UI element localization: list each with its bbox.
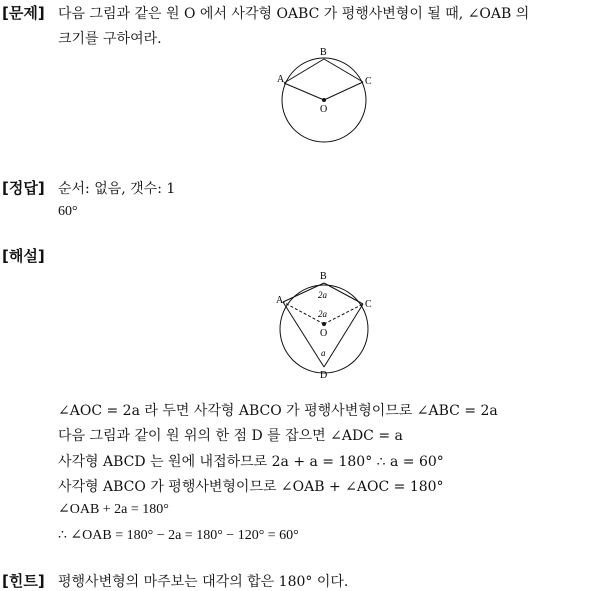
point-b-label: B [320, 271, 327, 282]
hint-text: 평행사변형의 마주보는 대각의 합은 180° 이다. [58, 574, 349, 590]
problem-text-line-1: 다음 그림과 같은 원 O 에서 사각형 OABC 가 평행사변형이 될 때, ∠OAB 의 [58, 6, 530, 22]
solution-line-3: 사각형 ABCD 는 원에 내접하므로 2a + a = 180° ∴ a = 60° [58, 454, 444, 470]
angle-d-label: a [321, 348, 326, 358]
answer-text-line-1: 순서: 없음, 갯수: 1 [58, 181, 176, 197]
problem-label: [문제] [2, 4, 45, 22]
point-o-label: O [320, 328, 328, 339]
point-c-label: C [365, 299, 372, 310]
point-a-label: A [276, 295, 284, 306]
solution-line-5: ∠OAB + 2a = 180° [58, 502, 169, 517]
solution-line-1: ∠AOC = 2a 라 두면 사각형 ABCO 가 평행사변형이므로 ∠ABC = 2a [58, 403, 498, 419]
solution-line-4: 사각형 ABCO 가 평행사변형이므로 ∠OAB + ∠AOC = 180° [58, 479, 444, 495]
hint-label: [힌트] [2, 572, 45, 590]
problem-figure [270, 44, 390, 149]
point-d-label: D [320, 370, 328, 381]
point-o-label: O [320, 104, 328, 115]
solution-label: [해설] [2, 247, 45, 265]
angle-b-label: 2a [318, 290, 327, 300]
solution-line-2: 다음 그림과 같이 원 위의 한 점 D 를 잡으면 ∠ADC = a [58, 428, 403, 444]
point-c-label: C [365, 76, 372, 87]
answer-label: [정답] [2, 179, 45, 197]
solution-figure [273, 268, 383, 383]
point-a-label: A [277, 74, 285, 85]
problem-text-line-2: 크기를 구하여라. [58, 31, 162, 47]
answer-value: 60° [58, 204, 78, 219]
angle-o-label: 2a [318, 309, 327, 319]
solution-line-6: ∴ ∠OAB = 180° − 2a = 180° − 120° = 60° [58, 528, 299, 543]
point-b-label: B [320, 47, 327, 58]
